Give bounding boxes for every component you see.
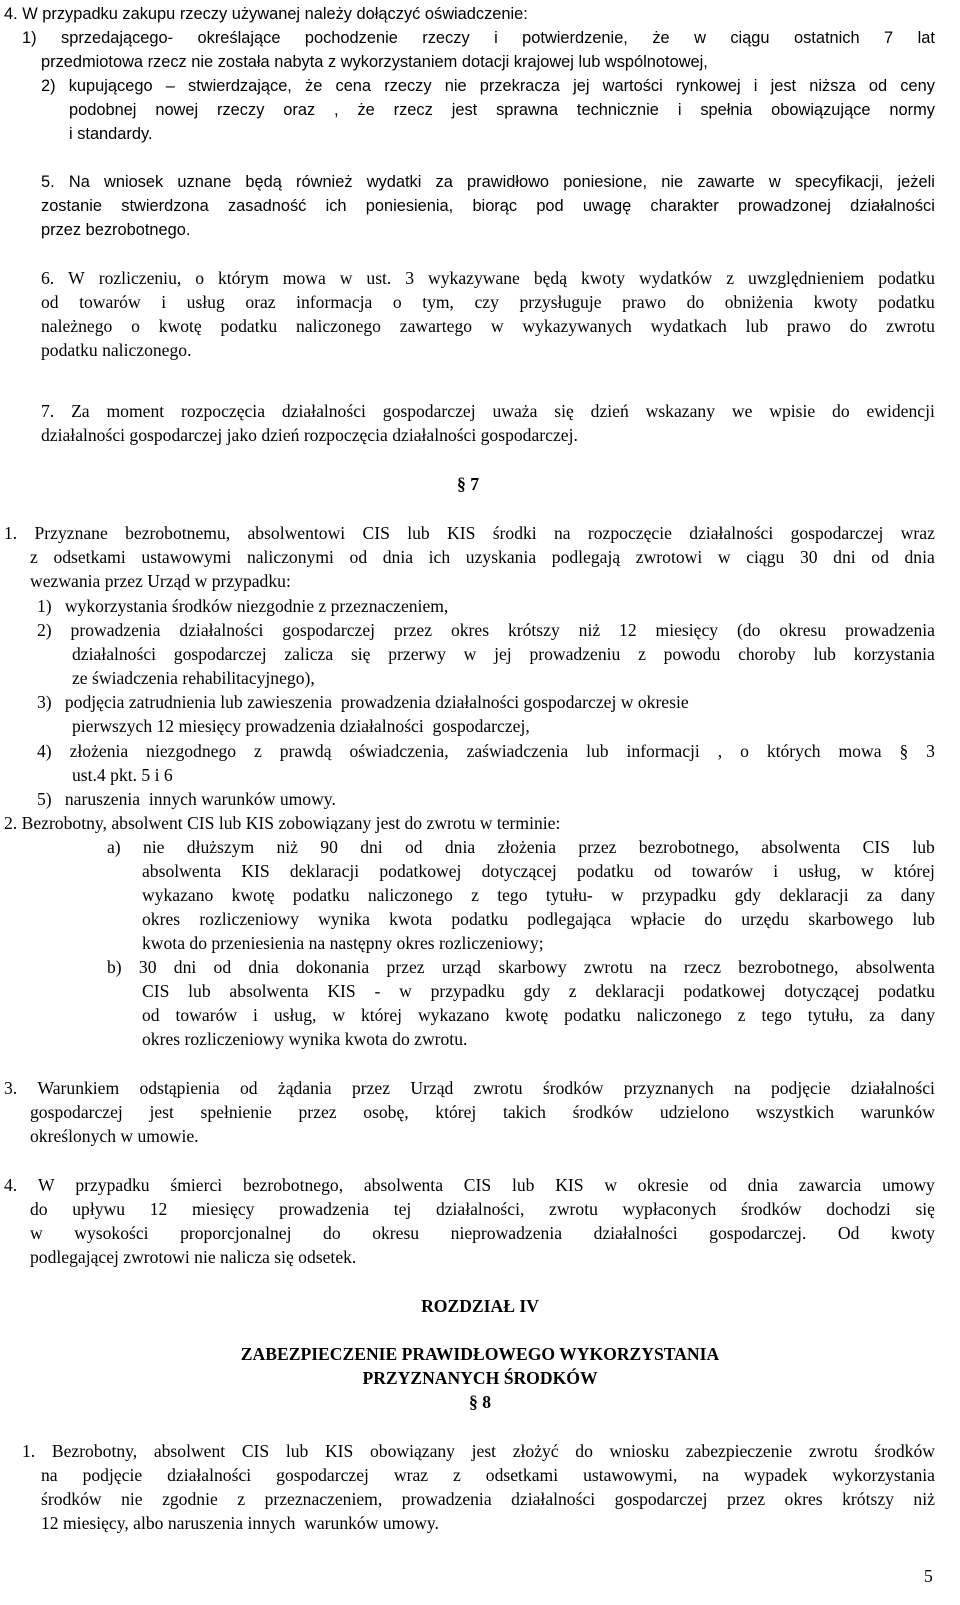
text-line: 2) prowadzenia działalności gospodarczej przez okres krótszy niż 12 miesięcy (do okresu prowadzenia	[37, 620, 935, 640]
section-heading-line: ROZDZIAŁ IV	[421, 1296, 539, 1316]
text-line: działalności gospodarczej zalicza się przerwy w jej prowadzeniu z powodu choroby lub korzystania	[72, 644, 935, 664]
text-line: 2) kupującego – stwierdzające, że cena rzeczy nie przekracza jej wartości rynkowej i jest niższa od ceny	[41, 77, 935, 95]
text-line: 3) podjęcia zatrudnienia lub zawieszenia prowadzenia działalności gospodarczej w okresie	[37, 692, 689, 712]
text-line: na podjęcie działalności gospodarczej wraz z odsetkami ustawowymi, na wypadek wykorzystania	[41, 1465, 935, 1485]
text-line: 1. Przyznane bezrobotnemu, absolwentowi CIS lub KIS środki na rozpoczęcie działalności gospodarczej wraz	[4, 523, 935, 543]
text-line: określonych w umowie.	[30, 1126, 199, 1146]
text-line: podatku naliczonego.	[41, 340, 192, 360]
text-line: 6. W rozliczeniu, o którym mowa w ust. 3 wykazywane będą kwoty wydatków z uwzględnieniem podatku	[41, 268, 935, 288]
text-line: podlegającej zwrotowi nie nalicza się odsetek.	[30, 1247, 357, 1267]
text-line: 7. Za moment rozpoczęcia działalności gospodarczej uważa się dzień wskazany we wpisie do ewidencji	[41, 401, 935, 421]
text-line: CIS lub absolwenta KIS - w przypadku gdy z deklaracji podatkowej dotyczącej podatku	[142, 981, 935, 1001]
text-line: przedmiotowa rzecz nie została nabyta z wykorzystaniem dotacji krajowej lub wspólnotowej,	[41, 53, 708, 71]
text-line: pierwszych 12 miesięcy prowadzenia działalności gospodarczej,	[72, 716, 530, 736]
text-line: ust.4 pkt. 5 i 6	[72, 765, 173, 785]
text-line: ze świadczenia rehabilitacyjnego),	[72, 668, 315, 688]
text-line: 5. Na wniosek uznane będą również wydatki za prawidłowo poniesione, nie zawarte w specyfikacji, jeżeli	[41, 173, 935, 191]
text-line: od towarów i usług, w której wykazano kwotę podatku naliczonego z tego tytułu, za dany	[142, 1005, 935, 1025]
text-line: 1. Bezrobotny, absolwent CIS lub KIS obowiązany jest złożyć do wniosku zabezpieczenie zwrotu środków	[22, 1441, 935, 1461]
text-line: b) 30 dni od dnia dokonania przez urząd skarbowy zwrotu na rzecz bezrobotnego, absolwenta	[107, 957, 935, 977]
text-line: 5) naruszenia innych warunków umowy.	[37, 789, 336, 809]
text-line: 1) wykorzystania środków niezgodnie z przeznaczeniem,	[37, 596, 449, 616]
text-line: i standardy.	[69, 125, 153, 143]
page-number: 5	[924, 1566, 933, 1586]
text-line: 1) sprzedającego- określające pochodzenie rzeczy i potwierdzenie, że w ciągu ostatnich 7 lat	[22, 29, 935, 47]
text-line: z odsetkami ustawowymi naliczonymi od dnia ich uzyskania podlegają zwrotowi w ciągu 30 dni od dnia	[30, 547, 935, 567]
text-line: kwota do przeniesienia na następny okres rozliczeniowy;	[142, 933, 544, 953]
text-line: 3. Warunkiem odstąpienia od żądania przez Urząd zwrotu środków przyznanych na podjęcie działalności	[4, 1078, 935, 1098]
text-line: absolwenta KIS deklaracji podatkowej dotyczącej podatku od towarów i usług, w której	[142, 861, 935, 881]
section-heading-line: § 8	[469, 1392, 491, 1412]
text-line: 4. W przypadku śmierci bezrobotnego, absolwenta CIS lub KIS w okresie od dnia zawarcia umowy	[4, 1175, 935, 1195]
text-line: § 7	[457, 474, 479, 494]
text-line: okres rozliczeniowy wynika kwota podatku podlegająca wpłacie do urzędu skarbowego lub	[142, 909, 935, 929]
text-line: do upływu 12 miesięcy prowadzenia tej działalności, zwrotu wypłaconych środków dochodzi się	[30, 1199, 935, 1219]
section-heading-line: ZABEZPIECZENIE PRAWIDŁOWEGO WYKORZYSTANIA	[240, 1344, 720, 1364]
text-line: podobnej nowej rzeczy oraz , że rzecz jest sprawna technicznie i spełnia obowiązujące normy	[69, 101, 935, 119]
text-line: środków nie zgodnie z przeznaczeniem, prowadzenia działalności gospodarczej przez okres krótszy niż	[41, 1489, 935, 1509]
text-line: gospodarczej jest spełnienie przez osobę, której takich środków udzielono wszystkich warunków	[30, 1102, 935, 1122]
text-line: w wysokości proporcjonalnej do okresu nieprowadzenia działalności gospodarczej. Od kwoty	[30, 1223, 935, 1243]
text-line: działalności gospodarczej jako dzień rozpoczęcia działalności gospodarczej.	[41, 425, 578, 445]
text-line: 12 miesięcy, albo naruszenia innych warunków umowy.	[41, 1513, 439, 1533]
text-line: okres rozliczeniowy wynika kwota do zwrotu.	[142, 1029, 468, 1049]
text-line: wykazano kwotę podatku naliczonego z tego tytułu- w przypadku gdy deklaracji za dany	[142, 885, 935, 905]
text-line: przez bezrobotnego.	[41, 221, 191, 239]
text-line: należnego o kwotę podatku naliczonego zawartego w wykazywanych wydatkach lub prawo do zwrotu	[41, 316, 935, 336]
text-line: a) nie dłuższym niż 90 dni od dnia złożenia przez bezrobotnego, absolwenta CIS lub	[107, 837, 935, 857]
text-line: zostanie stwierdzona zasadność ich poniesienia, biorąc pod uwagę charakter prowadzonej działalności	[41, 197, 935, 215]
text-line: 4) złożenia niezgodnego z prawdą oświadczenia, zaświadczenia lub informacji , o których mowa § 3	[37, 741, 935, 761]
text-line: 4. W przypadku zakupu rzeczy używanej należy dołączyć oświadczenie:	[4, 5, 528, 23]
text-line: wezwania przez Urząd w przypadku:	[30, 571, 291, 591]
section-heading-line: PRZYZNANYCH ŚRODKÓW	[362, 1368, 598, 1388]
text-line: od towarów i usług oraz informacja o tym, czy przysługuje prawo do obniżenia kwoty podatku	[41, 292, 935, 312]
text-line: 2. Bezrobotny, absolwent CIS lub KIS zobowiązany jest do zwrotu w terminie:	[4, 813, 561, 833]
